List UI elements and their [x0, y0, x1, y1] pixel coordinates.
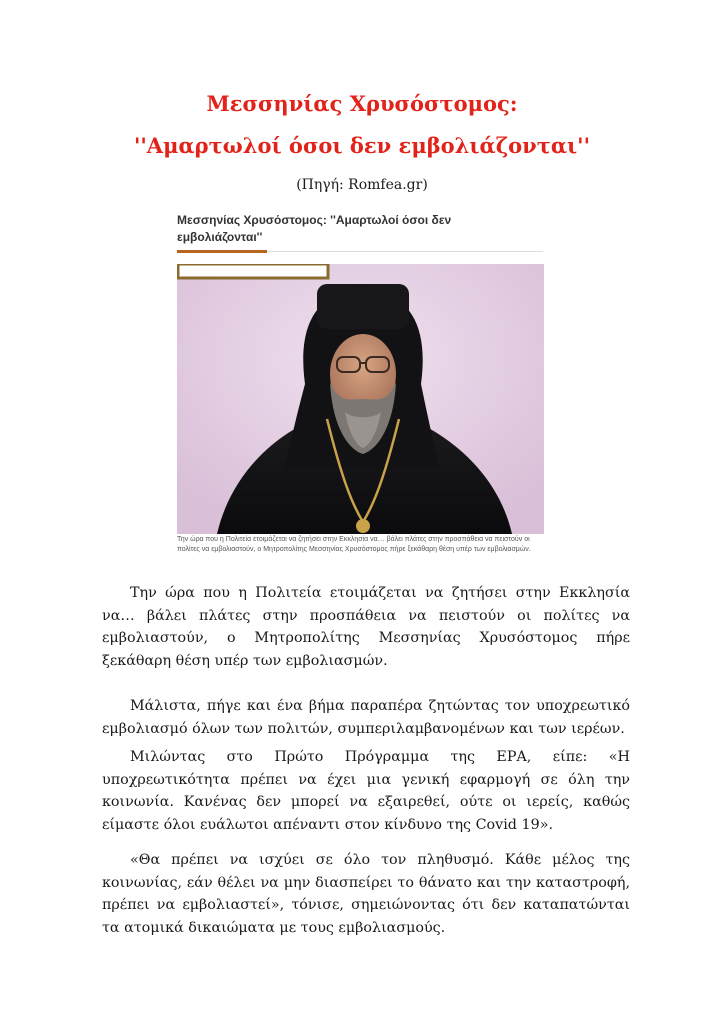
- embedded-article-screenshot: [177, 210, 545, 565]
- headline-accent-bar: [177, 250, 267, 253]
- clergyman-portrait-image: [177, 264, 544, 534]
- body-paragraph-3: Μιλώντας στο Πρώτο Πρόγραμμα της ΕΡΑ, είπε: «Η υποχρεωτικότητα πρέπει να έχει μια γενική εφαρμογή σε όλη την κοινωνία. Κανένας δεν μπορεί να εξαιρεθεί, ούτε οι ιερείς, καθώς είμαστε όλοι ευάλωτοι απέναντι στον κίνδυνο της Covid 19».: [102, 749, 630, 833]
- body-paragraph-1: Την ώρα που η Πολιτεία ετοιμάζεται να ζητήσει στην Εκκλησία να… βάλει πλάτες στην προσπάθεια να πειστούν οι πολίτες να εμβολιαστούν, ο Μητροπολίτης Μεσσηνίας Χρυσόστομος πήρε ξεκάθαρη θέση υπέρ των εμβολιασμών.: [102, 585, 630, 669]
- page-title-line-1: Μεσσηνίας Χρυσόστομος:: [206, 91, 518, 116]
- body-paragraph-2: Μάλιστα, πήγε και ένα βήμα παραπέρα ζητώντας τον υποχρεωτικό εμβολιασμό όλων των πολιτών, συμπεριλαμβανομένων και των ιερέων.: [102, 698, 630, 737]
- embedded-headline: Μεσσηνίας Χρυσόστομος: ''Αμαρτωλοί όσοι δεν εμβολιάζονται'': [177, 213, 452, 244]
- body-paragraph-4: «Θα πρέπει να ισχύει σε όλο τον πληθυσμό. Κάθε μέλος της κοινωνίας, εάν θέλει να μην διασπείρει το θάνατο και την καταστροφή, πρέπει να εμβολιαστεί», τόνισε, σημειώνοντας ότι δεν καταπατώνται τα ατομικά δικαιώματα με τους εμβολιασμούς.: [102, 852, 630, 936]
- embedded-caption: Την ώρα που η Πολιτεία ετοιμάζεται να ζητήσει στην Εκκλησία να… βάλει πλάτες στην προσπάθεια να πειστούν οι πολίτες να εμβολιαστούν, ο Μητροπολίτης Μεσσηνίας Χρυσόστομος πήρε ξεκάθαρη θέση υπέρ των εμβολιασμών.: [177, 536, 531, 553]
- source-attribution: (Πηγή: Romfea.gr): [296, 177, 428, 193]
- page-title-line-2: ''Αμαρτωλοί όσοι δεν εμβολιάζονται'': [133, 133, 591, 158]
